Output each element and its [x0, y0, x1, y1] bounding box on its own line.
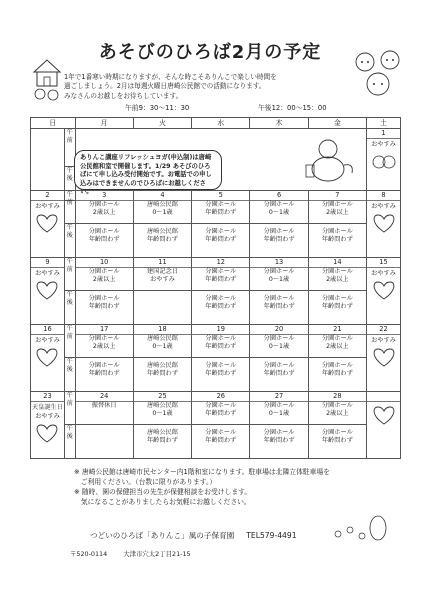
- day-cell-pm: 分園ホール 年齢問わず: [192, 224, 250, 258]
- day-cell-sun: 16 おやすみ: [31, 325, 65, 392]
- am-label: 午 前: [64, 392, 75, 425]
- heart-illustration: [370, 279, 398, 301]
- heart-illustration: [33, 212, 61, 234]
- day-cell-am: 28 分園ホール 2歳以上: [308, 392, 366, 425]
- weekday-sat: 土: [367, 118, 401, 129]
- am-label: 午 前: [64, 325, 75, 358]
- day-cell-pm: 唐崎公民館 年齢問わず: [133, 358, 191, 392]
- day-cell-am: 26 分園ホール 年齢問わず: [192, 392, 250, 425]
- day-cell-am: 20 分園ホール 0～1歳: [250, 325, 308, 358]
- day-cell-am: 19 分園ホール 年齢問わず: [192, 325, 250, 358]
- day-cell-pm: 分園ホール 年齢問わず: [308, 224, 366, 258]
- day-cell-am: 25 唐崎公民館 0～1歳: [133, 392, 191, 425]
- day-cell-am: 21 分園ホール 2歳以上: [308, 325, 366, 358]
- pm-label: 午 後: [64, 167, 75, 201]
- day-cell-pm: 分園ホール 年齢問わず: [308, 291, 366, 325]
- week-row: [31, 191, 401, 224]
- day-cell-am: 3 分園ホール 2歳以上: [75, 191, 133, 224]
- pm-label: 午 後: [64, 291, 75, 325]
- weekday-sun: 日: [31, 118, 76, 129]
- fruit-illustration: [371, 150, 397, 170]
- pm-label: 午 後: [64, 425, 75, 459]
- pm-label: 午 後: [64, 358, 75, 392]
- yoga-notice: ありんこ講座リフレッシュヨガ(申込制)は唐崎公民館和室で開催します。1/29 あそびのひろばにて申し込み受付開始です。お電話での申し込みはできませんのでひろばにお越しください。: [74, 150, 222, 190]
- day-cell-pm: 分園ホール 年齢問わず: [308, 358, 366, 392]
- day-cell-am: 17 分園ホール 2歳以上: [75, 325, 133, 358]
- heart-illustration: [370, 404, 398, 426]
- day-cell-am: 13 分園ホール 0～1歳: [250, 258, 308, 291]
- teapot-bear-illustration: [300, 135, 362, 187]
- weekday-thu: 木: [250, 118, 308, 129]
- day-cell-pm: 唐崎公民館 年齢問わず: [133, 425, 191, 459]
- day-cell-sat: [367, 392, 401, 459]
- day-cell-pm: 分園ホール 年齢問わず: [250, 358, 308, 392]
- day-cell-am: 12 分園ホール 年齢問わず: [192, 258, 250, 291]
- am-label: 午 前: [64, 191, 75, 224]
- day-cell-sun: 23 天皇誕生日 おやすみ: [31, 392, 65, 459]
- day-cell-pm: 分園ホール 年齢問わず: [75, 358, 133, 392]
- day-cell-pm: [133, 291, 191, 325]
- am-hours: 午前9：30～11：30: [125, 104, 190, 112]
- pm-hours: 午後12：00～15：00: [258, 104, 327, 112]
- heart-illustration: [370, 212, 398, 234]
- day-cell-pm: [75, 425, 133, 459]
- week-row: [31, 258, 401, 291]
- day-cell-sun: 9 おやすみ: [31, 258, 65, 325]
- pm-label: 午 後: [64, 224, 75, 258]
- notes: ※ 唐崎公民館は唐崎市民センター内1階和室になります。駐車場は北隣立体駐車場を ご利用ください。（台数に限りがあります。） ※ 随時、園の保健担当の先生が保健相談をお受けします。 気になることがありましたらお気軽にお越しください。: [74, 468, 331, 506]
- heart-illustration: [370, 346, 398, 368]
- day-cell-sat: 8 おやすみ: [367, 191, 401, 258]
- house-illustration: [32, 58, 62, 103]
- page-title: あそびのひろば2月の予定: [98, 42, 322, 63]
- day-cell-am: 6 分園ホール 0～1歳: [250, 191, 308, 224]
- day-cell-sat: 22 おやすみ: [367, 325, 401, 392]
- day-cell-am: 18 唐崎公民館 0～1歳: [133, 325, 191, 358]
- day-cell-pm: 分園ホール 年齢問わず: [75, 291, 133, 325]
- day-cell-pm: 分園ホール 年齢問わず: [250, 224, 308, 258]
- week-row: [31, 392, 401, 425]
- weekday-wed: 水: [192, 118, 250, 129]
- weekday-header-row: [31, 118, 401, 129]
- day-cell-pm: 分園ホール 年齢問わず: [192, 358, 250, 392]
- day-cell-am: 10 分園ホール 2歳以上: [75, 258, 133, 291]
- day-cell-pm: 分園ホール 年齢問わず: [192, 291, 250, 325]
- day-cell-pm: 分園ホール 年齢問わず: [250, 291, 308, 325]
- day-cell-am: 14 分園ホール 2歳以上: [308, 258, 366, 291]
- address: 〒520-0114 大津市穴太2丁目21-15: [70, 550, 191, 558]
- am-label: 午 前: [64, 129, 75, 167]
- week-row: [31, 325, 401, 358]
- footer: つどいのひろば「ありんこ」風の子保育園 TEL579-4491: [90, 531, 297, 540]
- day-cell-sat: 1 おやすみ: [367, 129, 401, 201]
- weekday-mon: 月: [75, 118, 133, 129]
- heart-illustration: [33, 346, 61, 368]
- day-cell-sat: 15 おやすみ: [367, 258, 401, 325]
- weekday-fri: 金: [308, 118, 366, 129]
- heart-illustration: [33, 279, 61, 301]
- day-cell-am: 27 分園ホール 0～1歳: [250, 392, 308, 425]
- day-cell-am: 7 分園ホール 2歳以上: [308, 191, 366, 224]
- am-label: 午 前: [64, 258, 75, 291]
- intro-text: 1年で1番寒い時期になりますが、そんな時こそありんこで楽しい時間を 過ごしましょう。2月は毎週火曜日唐崎公民館での活動になります。 みなさんのお越しをお待ちしています。: [64, 73, 277, 100]
- weekday-tue: 火: [133, 118, 191, 129]
- day-cell-am: 4 唐崎公民館 0～1歳: [133, 191, 191, 224]
- day-cell-pm: 唐崎公民館 年齢問わず: [133, 224, 191, 258]
- heart-illustration: [33, 422, 61, 444]
- rabbit-flower-illustration: [326, 508, 396, 544]
- day-cell-pm: 分園ホール 年齢問わず: [75, 224, 133, 258]
- day-cell-pm: 分園ホール 年齢問わず: [250, 425, 308, 459]
- calendar-weeks-table: [30, 190, 401, 459]
- day-cell-am: 24 振替休日: [75, 392, 133, 425]
- day-cell-pm: 分園ホール 年齢問わず: [308, 425, 366, 459]
- day-cell-sun: 2 おやすみ: [31, 191, 65, 258]
- day-cell-am: 5 分園ホール 年齢問わず: [192, 191, 250, 224]
- day-cell-am: 11 建国記念日 おやすみ: [133, 258, 191, 291]
- day-cell-pm: 分園ホール 年齢問わず: [192, 425, 250, 459]
